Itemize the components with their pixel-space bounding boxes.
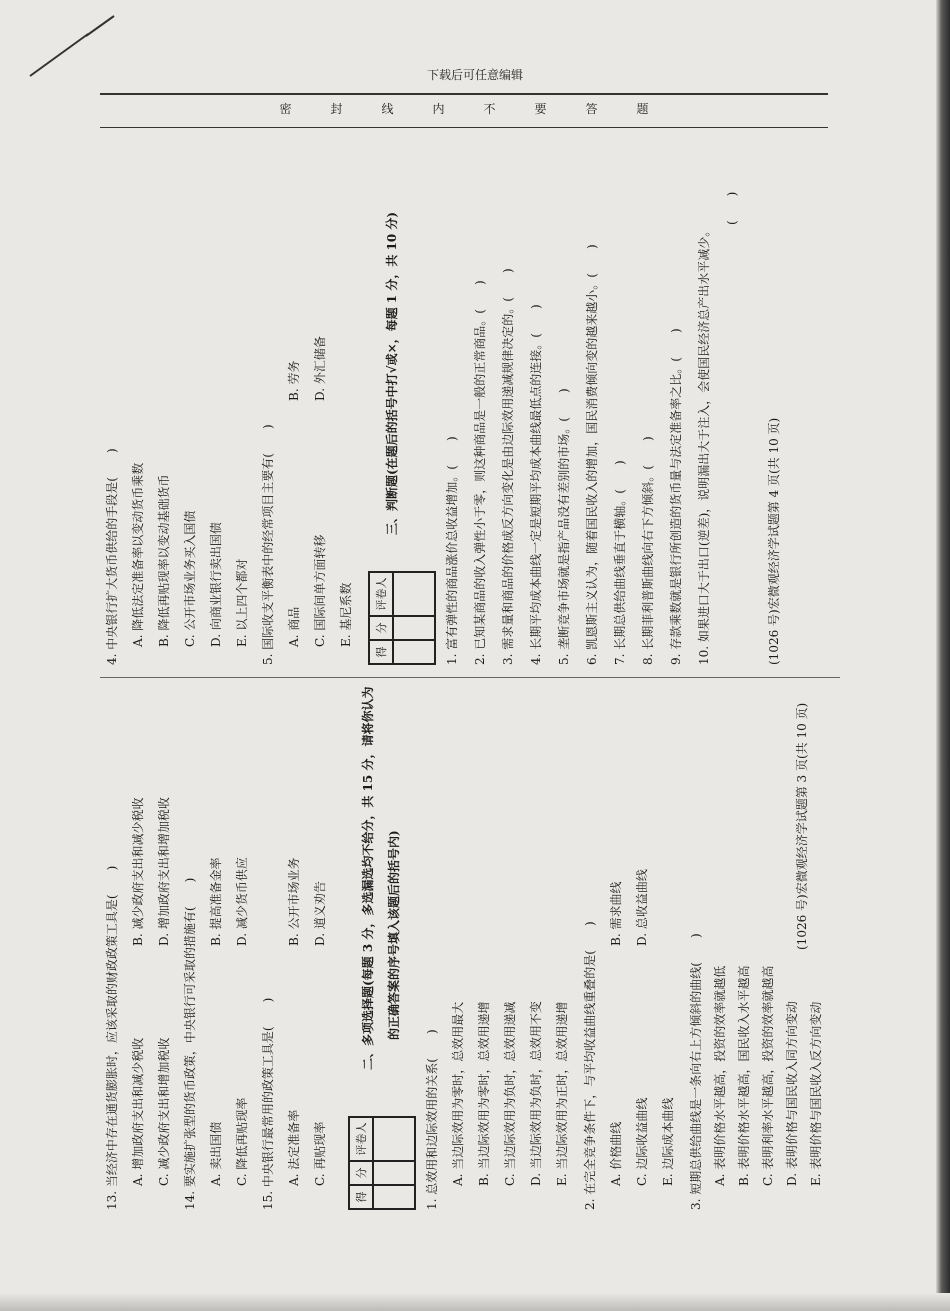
option: E. 表明价格与国民收入反方向变动	[809, 1001, 823, 1186]
option: D. 表明价格与国民收入同方向变动	[785, 1001, 799, 1186]
option: B. 表明价格水平越高，国民收入水平越高	[737, 965, 751, 1186]
page-footer-3: (1026 号)宏微观经济学试题第 3 页(共 10 页)	[795, 702, 809, 950]
option: D. 当边际效用为负时，总效用不变	[529, 1001, 543, 1186]
section-2-title-cont: 的正确答案的序号填入该题后的括号内)	[387, 830, 401, 1040]
scan-edge	[936, 0, 950, 1311]
seal-char: 封	[330, 102, 343, 116]
option: B. 劳务	[287, 360, 301, 401]
option: C. 边际收益曲线	[635, 1097, 649, 1186]
score-cell[interactable]	[393, 616, 435, 640]
option: C. 降低再贴现率	[235, 1097, 249, 1186]
tf-question-3: 3. 需求量和商品的价格成反方向变化是由边际效用递减规律决定的。( )	[501, 268, 515, 665]
option: B. 当边际效用为零时，总效用递增	[477, 1001, 491, 1186]
tf-question-4: 4. 长期平均成本曲线一定是短期平均成本曲线最低点的连接。( )	[529, 304, 543, 665]
option: E. 边际成本曲线	[661, 1097, 675, 1186]
question-15: 15. 中央银行最常用的政策工具是( )	[261, 997, 275, 1210]
seal-rule	[100, 127, 828, 128]
mc-question-1: 1. 总效用和边际效用的关系( )	[425, 1029, 439, 1210]
option: B. 需求曲线	[609, 881, 623, 946]
tf-answer-paren[interactable]: ( )	[725, 191, 739, 225]
tf-question-7: 7. 长期总供给曲线垂直于横轴。( )	[613, 460, 627, 665]
grader-header: 评卷人	[369, 572, 393, 616]
option: D. 减少货币供应	[235, 857, 249, 946]
option: D. 向商业银行卖出国债	[209, 522, 223, 647]
scan-bottom-edge	[0, 1293, 950, 1311]
top-rule	[100, 93, 828, 95]
tf-question-8: 8. 长期菲利普斯曲线向右下方倾斜。( )	[641, 436, 655, 665]
seal-line-text	[100, 100, 828, 117]
option: D. 道义劝告	[313, 881, 327, 946]
page-footer-4: (1026 号)宏微观经济学试题第 4 页(共 10 页)	[767, 417, 781, 665]
option: C. 国际间单方面转移	[313, 534, 327, 647]
column-divider	[100, 677, 840, 678]
option: A. 当边际效用为零时，总效用最大	[451, 1001, 465, 1186]
header-note: 下载后可任意编辑	[426, 68, 523, 82]
option: D. 总收益曲线	[635, 869, 649, 946]
grader-header: 评卷人	[349, 1117, 373, 1161]
option: C. 减少政府支出和增加税收	[157, 1037, 171, 1186]
mc-question-3: 3. 短期总供给曲线是一条向右上方倾斜的曲线( )	[689, 933, 703, 1210]
seal-char: 密	[279, 102, 292, 116]
seal-char: 题	[636, 102, 649, 116]
question-4: 4. 中央银行扩大货币供给的手段是( )	[105, 448, 119, 665]
option: C. 再贴现率	[313, 1121, 327, 1186]
seal-char: 线	[381, 102, 394, 116]
option: E. 基尼系数	[339, 582, 353, 647]
tf-question-6: 6. 凯恩斯主义认为，随着国民收入的增加，国民消费倾向变的越来越小。( )	[585, 244, 599, 665]
question-5: 5. 国际收支平衡表中的经常项目主要有( )	[261, 424, 275, 665]
score-box	[368, 571, 436, 665]
option: E. 当边际效用为正时，总效用递增	[555, 1001, 569, 1186]
seal-char: 要	[534, 102, 547, 116]
question-14: 14. 要实施扩张型的货币政策，中央银行可采取的措施有( )	[183, 877, 197, 1210]
grader-cell[interactable]	[393, 572, 435, 616]
option: D. 外汇储备	[313, 336, 327, 401]
option: A. 法定准备率	[287, 1109, 301, 1186]
seal-char: 答	[585, 102, 598, 116]
question-13: 13. 当经济中存在通货膨胀时，应该采取的财政政策工具是( )	[105, 865, 119, 1210]
option: C. 公开市场业务买入国债	[183, 510, 197, 647]
mc-question-2: 2. 在完全竞争条件下，与平均收益曲线重叠的是( )	[583, 921, 597, 1210]
section-3-title: 三、判断题(在题后的括号中打√或×，每题 1 分，共 10 分)	[385, 211, 399, 535]
tf-question-9: 9. 存款乘数就是银行所创造的货币量与法定准备率之比。( )	[669, 328, 683, 665]
option: A. 价格曲线	[609, 1121, 623, 1186]
option: B. 减少政府支出和减少税收	[131, 797, 145, 946]
score-header: 分	[369, 616, 393, 640]
option: D. 增加政府支出和增加税收	[157, 797, 171, 946]
tf-question-2: 2. 已知某商品的收入弹性小于零，则这种商品是一般的正常商品。( )	[473, 280, 487, 665]
tf-question-5: 5. 垄断竞争市场就是指产品没有差别的市场。( )	[557, 388, 571, 665]
tf-question-1: 1. 富有弹性的商品涨价总收益增加。( )	[445, 436, 459, 665]
grader-cell[interactable]	[373, 1117, 415, 1161]
score-cell[interactable]	[373, 1185, 415, 1209]
option: B. 降低再贴现率以变动基础货币	[157, 474, 171, 647]
option: C. 表明利率水平越高，投资的效率就越高	[761, 965, 775, 1186]
score-header: 分	[349, 1161, 373, 1185]
seal-char: 内	[432, 102, 445, 116]
option: B. 公开市场业务	[287, 857, 301, 946]
score-cell[interactable]	[373, 1161, 415, 1185]
option: A. 增加政府支出和减少税收	[131, 1037, 145, 1186]
tf-question-10: 10. 如果进口大于出口(逆差)，说明漏出大于注入，会使国民经济总产出水平减少。	[697, 224, 711, 665]
rotated-exam-page	[100, 160, 840, 1210]
score-header: 得	[369, 640, 393, 664]
seal-char: 不	[483, 102, 496, 116]
option: B. 提高准备金率	[209, 857, 223, 946]
score-cell[interactable]	[393, 640, 435, 664]
option: E. 以上四个都对	[235, 558, 249, 647]
option: A. 降低法定准备率以变动货币乘数	[131, 462, 145, 647]
score-box	[348, 1116, 416, 1210]
section-2-title: 二、多项选择题(每题 3 分，多选漏选均不给分，共 15 分，请将你认为	[361, 686, 375, 1070]
score-header: 得	[349, 1185, 373, 1209]
option: A. 表明价格水平越高，投资的效率就越低	[713, 965, 727, 1186]
option: A. 卖出国债	[209, 1121, 223, 1186]
option: A. 商品	[287, 606, 301, 647]
option: C. 当边际效用为负时，总效用递减	[503, 1001, 517, 1186]
